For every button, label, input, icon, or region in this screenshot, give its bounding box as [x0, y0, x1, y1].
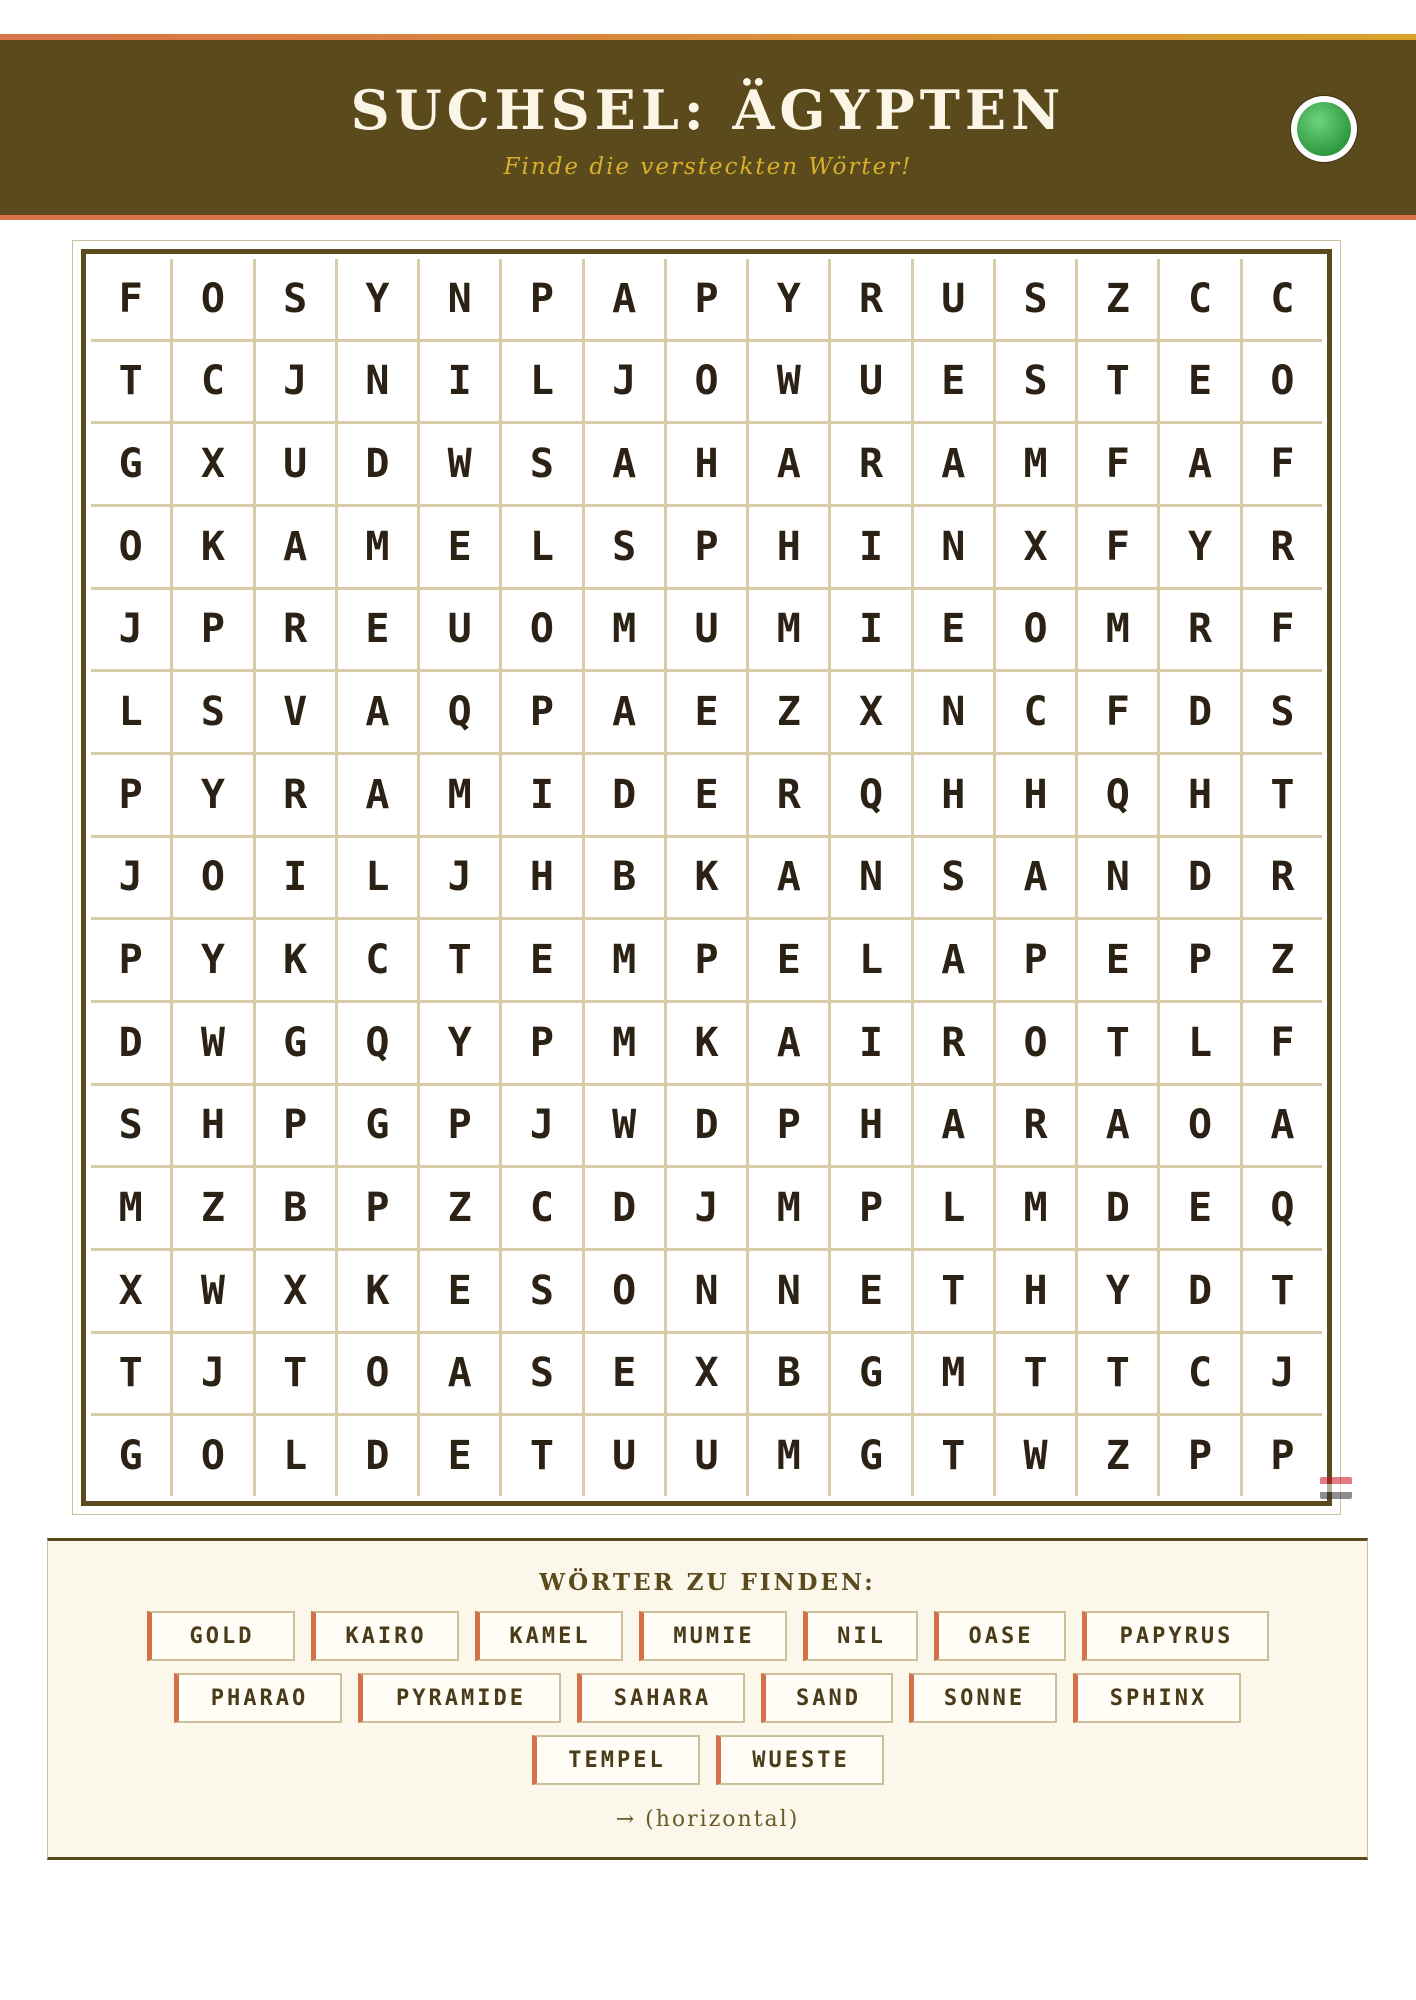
grid-cell[interactable]: D	[1160, 838, 1239, 918]
grid-cell[interactable]: T	[1243, 755, 1322, 835]
grid-cell[interactable]: E	[420, 507, 499, 587]
grid-cell[interactable]: U	[667, 590, 746, 670]
grid-cell[interactable]: A	[1160, 424, 1239, 504]
grid-cell[interactable]: P	[173, 590, 252, 670]
grid-cell[interactable]: O	[173, 838, 252, 918]
grid-cell[interactable]: N	[831, 838, 910, 918]
grid-cell[interactable]: X	[667, 1334, 746, 1414]
grid-cell[interactable]: J	[502, 1086, 581, 1166]
grid-cell[interactable]: S	[996, 259, 1075, 339]
grid-cell[interactable]: A	[585, 259, 664, 339]
grid-cell[interactable]: P	[420, 1086, 499, 1166]
grid-cell[interactable]: A	[585, 424, 664, 504]
grid-cell[interactable]: A	[585, 672, 664, 752]
grid-cell[interactable]: Z	[1078, 259, 1157, 339]
grid-cell[interactable]: M	[585, 590, 664, 670]
grid-cell[interactable]: R	[749, 755, 828, 835]
grid-cell[interactable]: Y	[173, 755, 252, 835]
grid-cell[interactable]: D	[1160, 672, 1239, 752]
word-chip-gold[interactable]: GOLD	[147, 1611, 295, 1661]
grid-cell[interactable]: I	[831, 507, 910, 587]
grid-cell[interactable]: J	[256, 342, 335, 422]
grid-cell[interactable]: Y	[420, 1003, 499, 1083]
grid-cell[interactable]: S	[914, 838, 993, 918]
word-chip-sphinx[interactable]: SPHINX	[1073, 1673, 1241, 1723]
grid-cell[interactable]: N	[1078, 838, 1157, 918]
grid-cell[interactable]: H	[996, 1251, 1075, 1331]
grid-cell[interactable]: O	[585, 1251, 664, 1331]
grid-cell[interactable]: G	[338, 1086, 417, 1166]
grid-cell[interactable]: A	[338, 672, 417, 752]
grid-cell[interactable]: F	[91, 259, 170, 339]
word-chip-kamel[interactable]: KAMEL	[475, 1611, 623, 1661]
grid-cell[interactable]: A	[749, 424, 828, 504]
grid-cell[interactable]: K	[338, 1251, 417, 1331]
grid-cell[interactable]: E	[338, 590, 417, 670]
grid-cell[interactable]: D	[1078, 1168, 1157, 1248]
grid-cell[interactable]: N	[914, 672, 993, 752]
grid-cell[interactable]: I	[502, 755, 581, 835]
word-chip-row	[48, 1735, 1367, 1785]
grid-cell[interactable]: M	[420, 755, 499, 835]
grid-cell[interactable]: A	[996, 838, 1075, 918]
grid-cell[interactable]: O	[1160, 1086, 1239, 1166]
word-chip-row	[48, 1673, 1367, 1723]
grid-cell[interactable]: X	[91, 1251, 170, 1331]
word-chip-mumie[interactable]: MUMIE	[639, 1611, 787, 1661]
grid-cell[interactable]: R	[1160, 590, 1239, 670]
grid-cell[interactable]: T	[996, 1334, 1075, 1414]
grid-cell[interactable]: T	[1078, 1334, 1157, 1414]
grid-cell[interactable]: M	[914, 1334, 993, 1414]
page-title: SUCHSEL: ÄGYPTEN	[350, 78, 1066, 142]
grid-cell[interactable]: V	[256, 672, 335, 752]
grid-cell[interactable]: T	[914, 1416, 993, 1496]
grid-cell[interactable]: U	[256, 424, 335, 504]
grid-cell[interactable]: F	[1078, 507, 1157, 587]
grid-cell[interactable]: S	[1243, 672, 1322, 752]
grid-cell[interactable]: G	[831, 1416, 910, 1496]
letter-grid	[91, 259, 1322, 1496]
grid-cell[interactable]: H	[831, 1086, 910, 1166]
grid-cell[interactable]: Z	[1078, 1416, 1157, 1496]
grid-cell[interactable]: S	[502, 424, 581, 504]
grid-cell[interactable]: P	[667, 507, 746, 587]
grid-cell[interactable]: R	[914, 1003, 993, 1083]
grid-cell[interactable]: E	[585, 1334, 664, 1414]
grid-cell[interactable]: R	[996, 1086, 1075, 1166]
grid-cell[interactable]: P	[996, 920, 1075, 1000]
grid-cell[interactable]: T	[914, 1251, 993, 1331]
grid-cell[interactable]: P	[338, 1168, 417, 1248]
grid-cell[interactable]: J	[420, 838, 499, 918]
grid-cell[interactable]: H	[749, 507, 828, 587]
grid-cell[interactable]: O	[502, 590, 581, 670]
grid-cell[interactable]: U	[831, 342, 910, 422]
word-chip-papyrus[interactable]: PAPYRUS	[1082, 1611, 1269, 1661]
word-chip-row	[48, 1611, 1367, 1661]
grid-cell[interactable]: W	[996, 1416, 1075, 1496]
grid-cell[interactable]: U	[667, 1416, 746, 1496]
grid-cell[interactable]: E	[420, 1416, 499, 1496]
grid-cell[interactable]: S	[996, 342, 1075, 422]
grid-cell[interactable]: P	[91, 920, 170, 1000]
grid-cell[interactable]: A	[338, 755, 417, 835]
word-chip-kairo[interactable]: KAIRO	[311, 1611, 459, 1661]
grid-cell[interactable]: T	[91, 342, 170, 422]
grid-cell[interactable]: K	[667, 838, 746, 918]
grid-cell[interactable]: U	[420, 590, 499, 670]
grid-cell[interactable]: A	[1078, 1086, 1157, 1166]
grid-cell[interactable]: P	[667, 259, 746, 339]
grid-cell[interactable]: H	[914, 755, 993, 835]
puzzle-frame	[81, 249, 1332, 1506]
grid-cell[interactable]: C	[996, 672, 1075, 752]
grid-cell[interactable]: T	[1243, 1251, 1322, 1331]
header-accent-stripe	[0, 34, 1416, 40]
word-chip-nil[interactable]: NIL	[803, 1611, 918, 1661]
grid-cell[interactable]: S	[585, 507, 664, 587]
grid-cell[interactable]: I	[831, 1003, 910, 1083]
grid-cell[interactable]: E	[1078, 920, 1157, 1000]
grid-cell[interactable]: A	[914, 424, 993, 504]
grid-cell[interactable]: J	[173, 1334, 252, 1414]
grid-cell[interactable]: Y	[1078, 1251, 1157, 1331]
grid-cell[interactable]: P	[91, 755, 170, 835]
grid-cell[interactable]: S	[173, 672, 252, 752]
grid-cell[interactable]: Y	[338, 259, 417, 339]
word-chip-wueste[interactable]: WUESTE	[716, 1735, 884, 1785]
grid-cell[interactable]: A	[914, 920, 993, 1000]
grid-cell[interactable]: Y	[173, 920, 252, 1000]
grid-cell[interactable]: Z	[749, 672, 828, 752]
grid-cell[interactable]: T	[502, 1416, 581, 1496]
grid-cell[interactable]: L	[914, 1168, 993, 1248]
grid-cell[interactable]: N	[914, 507, 993, 587]
grid-cell[interactable]: S	[502, 1334, 581, 1414]
word-chip-sonne[interactable]: SONNE	[909, 1673, 1057, 1723]
word-chip-tempel[interactable]: TEMPEL	[532, 1735, 700, 1785]
grid-cell[interactable]: L	[502, 342, 581, 422]
grid-cell[interactable]: K	[173, 507, 252, 587]
grid-cell[interactable]: O	[338, 1334, 417, 1414]
grid-cell[interactable]: O	[1243, 342, 1322, 422]
grid-cell[interactable]: B	[585, 838, 664, 918]
grid-cell[interactable]: Y	[1160, 507, 1239, 587]
grid-cell[interactable]: P	[831, 1168, 910, 1248]
grid-cell[interactable]: L	[502, 507, 581, 587]
grid-cell[interactable]: G	[91, 424, 170, 504]
grid-cell[interactable]: T	[420, 920, 499, 1000]
grid-cell[interactable]: Q	[1243, 1168, 1322, 1248]
word-list-panel	[47, 1538, 1368, 1860]
grid-cell[interactable]: F	[1243, 1003, 1322, 1083]
grid-cell[interactable]: O	[173, 1416, 252, 1496]
grid-cell[interactable]: X	[996, 507, 1075, 587]
grid-cell[interactable]: M	[996, 424, 1075, 504]
grid-cell[interactable]: P	[502, 259, 581, 339]
grid-cell[interactable]: D	[338, 424, 417, 504]
grid-cell[interactable]: T	[1078, 1003, 1157, 1083]
grid-cell[interactable]: P	[1160, 920, 1239, 1000]
grid-cell[interactable]: X	[256, 1251, 335, 1331]
puzzle-board	[72, 240, 1341, 1515]
grid-cell[interactable]: I	[256, 838, 335, 918]
grid-cell[interactable]: E	[1160, 342, 1239, 422]
grid-cell[interactable]: J	[585, 342, 664, 422]
grid-cell[interactable]: P	[1160, 1416, 1239, 1496]
word-chips	[48, 1611, 1367, 1797]
grid-cell[interactable]: S	[256, 259, 335, 339]
grid-cell[interactable]: M	[749, 590, 828, 670]
grid-cell[interactable]: E	[1160, 1168, 1239, 1248]
grid-cell[interactable]: R	[831, 259, 910, 339]
grid-cell[interactable]: N	[667, 1251, 746, 1331]
grid-cell[interactable]: O	[91, 507, 170, 587]
grid-cell[interactable]: P	[502, 1003, 581, 1083]
grid-cell[interactable]: O	[667, 342, 746, 422]
word-chip-pharao[interactable]: PHARAO	[174, 1673, 342, 1723]
grid-cell[interactable]: N	[338, 342, 417, 422]
grid-cell[interactable]: G	[91, 1416, 170, 1496]
grid-cell[interactable]: L	[831, 920, 910, 1000]
grid-cell[interactable]: F	[1243, 424, 1322, 504]
grid-cell[interactable]: C	[1160, 259, 1239, 339]
grid-cell[interactable]: A	[749, 838, 828, 918]
grid-cell[interactable]: Q	[1078, 755, 1157, 835]
grid-cell[interactable]: Q	[831, 755, 910, 835]
grid-cell[interactable]: L	[256, 1416, 335, 1496]
grid-cell[interactable]: M	[585, 920, 664, 1000]
grid-cell[interactable]: G	[831, 1334, 910, 1414]
grid-cell[interactable]: O	[996, 590, 1075, 670]
grid-cell[interactable]: K	[667, 1003, 746, 1083]
grid-cell[interactable]: D	[338, 1416, 417, 1496]
grid-cell[interactable]: M	[749, 1416, 828, 1496]
grid-cell[interactable]: R	[1243, 507, 1322, 587]
grid-cell[interactable]: M	[1078, 590, 1157, 670]
header-banner	[0, 34, 1416, 220]
grid-cell[interactable]: W	[749, 342, 828, 422]
grid-cell[interactable]: J	[667, 1168, 746, 1248]
grid-cell[interactable]: H	[502, 838, 581, 918]
grid-cell[interactable]: Z	[173, 1168, 252, 1248]
grid-cell[interactable]: A	[914, 1086, 993, 1166]
grid-cell[interactable]: E	[749, 920, 828, 1000]
grid-cell[interactable]: X	[173, 424, 252, 504]
grid-cell[interactable]: P	[667, 920, 746, 1000]
grid-cell[interactable]: E	[667, 672, 746, 752]
grid-cell[interactable]: X	[831, 672, 910, 752]
grid-cell[interactable]: Z	[1243, 920, 1322, 1000]
grid-cell[interactable]: O	[173, 259, 252, 339]
grid-cell[interactable]: T	[256, 1334, 335, 1414]
grid-cell[interactable]: Z	[420, 1168, 499, 1248]
grid-cell[interactable]: D	[91, 1003, 170, 1083]
grid-cell[interactable]: M	[996, 1168, 1075, 1248]
grid-cell[interactable]: H	[996, 755, 1075, 835]
grid-cell[interactable]: C	[173, 342, 252, 422]
grid-cell[interactable]: T	[1078, 342, 1157, 422]
grid-cell[interactable]: Y	[749, 259, 828, 339]
grid-cell[interactable]: B	[256, 1168, 335, 1248]
grid-cell[interactable]: G	[256, 1003, 335, 1083]
grid-cell[interactable]: P	[256, 1086, 335, 1166]
grid-cell[interactable]: W	[173, 1003, 252, 1083]
grid-cell[interactable]: R	[831, 424, 910, 504]
grid-cell[interactable]: E	[502, 920, 581, 1000]
grid-cell[interactable]: F	[1078, 424, 1157, 504]
grid-cell[interactable]: W	[585, 1086, 664, 1166]
grid-cell[interactable]: P	[502, 672, 581, 752]
grid-cell[interactable]: C	[1243, 259, 1322, 339]
grid-cell[interactable]: D	[1160, 1251, 1239, 1331]
grid-cell[interactable]: H	[667, 424, 746, 504]
page-subtitle: Finde die versteckten Wörter!	[503, 154, 913, 180]
grid-cell[interactable]: C	[338, 920, 417, 1000]
grid-cell[interactable]: R	[256, 755, 335, 835]
grid-cell[interactable]: H	[173, 1086, 252, 1166]
grid-cell[interactable]: D	[585, 755, 664, 835]
green-status-dot-icon[interactable]	[1291, 96, 1357, 162]
grid-cell[interactable]: E	[831, 1251, 910, 1331]
grid-cell[interactable]: E	[914, 342, 993, 422]
grid-cell[interactable]: E	[420, 1251, 499, 1331]
grid-cell[interactable]: M	[585, 1003, 664, 1083]
grid-cell[interactable]: R	[256, 590, 335, 670]
word-chip-sand[interactable]: SAND	[761, 1673, 893, 1723]
grid-cell[interactable]: W	[420, 424, 499, 504]
grid-cell[interactable]: L	[338, 838, 417, 918]
grid-cell[interactable]: A	[420, 1334, 499, 1414]
grid-cell[interactable]: P	[749, 1086, 828, 1166]
grid-cell[interactable]: M	[91, 1168, 170, 1248]
grid-cell[interactable]: D	[585, 1168, 664, 1248]
grid-cell[interactable]: J	[91, 838, 170, 918]
grid-cell[interactable]: L	[91, 672, 170, 752]
egypt-flag-icon	[1320, 1477, 1352, 1499]
grid-cell[interactable]: D	[667, 1086, 746, 1166]
word-list-heading: WÖRTER ZU FINDEN:	[539, 1569, 876, 1596]
grid-cell[interactable]: A	[749, 1003, 828, 1083]
grid-cell[interactable]: J	[1243, 1334, 1322, 1414]
grid-cell[interactable]: S	[502, 1251, 581, 1331]
grid-cell[interactable]: I	[831, 590, 910, 670]
grid-cell[interactable]: J	[91, 590, 170, 670]
grid-cell[interactable]: U	[914, 259, 993, 339]
grid-cell[interactable]: Q	[420, 672, 499, 752]
grid-cell[interactable]: K	[256, 920, 335, 1000]
grid-cell[interactable]: E	[914, 590, 993, 670]
grid-cell[interactable]: C	[1160, 1334, 1239, 1414]
grid-cell[interactable]: M	[338, 507, 417, 587]
grid-cell[interactable]: N	[420, 259, 499, 339]
grid-cell[interactable]: T	[91, 1334, 170, 1414]
grid-cell[interactable]: H	[1160, 755, 1239, 835]
grid-cell[interactable]: R	[1243, 838, 1322, 918]
grid-cell[interactable]: O	[996, 1003, 1075, 1083]
grid-cell[interactable]: F	[1078, 672, 1157, 752]
grid-cell[interactable]: B	[749, 1334, 828, 1414]
grid-cell[interactable]: S	[91, 1086, 170, 1166]
grid-cell[interactable]: P	[1243, 1416, 1322, 1496]
grid-cell[interactable]: L	[1160, 1003, 1239, 1083]
grid-cell[interactable]: N	[749, 1251, 828, 1331]
word-chip-sahara[interactable]: SAHARA	[577, 1673, 745, 1723]
word-chip-oase[interactable]: OASE	[934, 1611, 1066, 1661]
grid-cell[interactable]: E	[667, 755, 746, 835]
grid-cell[interactable]: W	[173, 1251, 252, 1331]
word-chip-pyramide[interactable]: PYRAMIDE	[358, 1673, 561, 1723]
grid-cell[interactable]: I	[420, 342, 499, 422]
grid-cell[interactable]: F	[1243, 590, 1322, 670]
grid-cell[interactable]: A	[256, 507, 335, 587]
grid-cell[interactable]: A	[1243, 1086, 1322, 1166]
grid-cell[interactable]: U	[585, 1416, 664, 1496]
direction-hint: → (horizontal)	[615, 1807, 800, 1832]
grid-cell[interactable]: Q	[338, 1003, 417, 1083]
grid-cell[interactable]: C	[502, 1168, 581, 1248]
grid-cell[interactable]: M	[749, 1168, 828, 1248]
